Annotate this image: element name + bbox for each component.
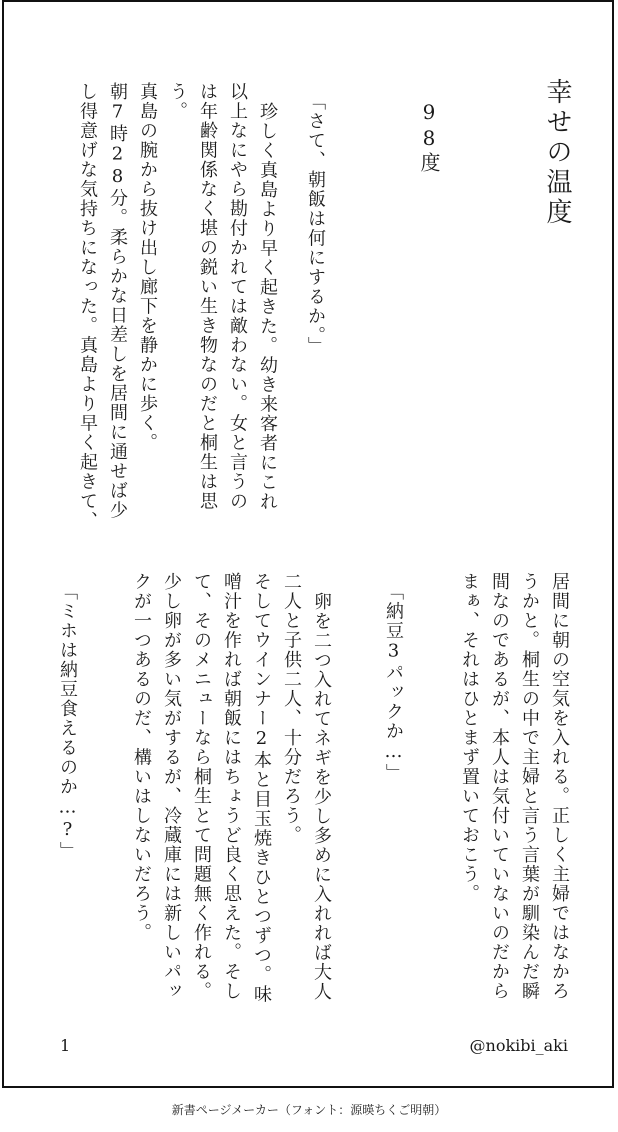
author-handle: @nokibi_aki xyxy=(469,1036,568,1055)
text-column-l13: 「ミホは納豆食えるのか…?」 xyxy=(57,582,78,861)
text-column-l11: 少し卵が多い気がするが、冷蔵庫には新しいパッ xyxy=(161,572,182,1001)
text-column-u7: 朝7時28分。柔らかな日差しを居間に通せば少 xyxy=(107,82,128,520)
story-title: 幸せの温度 xyxy=(542,78,572,228)
text-column-u8: し得意げな気持ちになった。真島より早く起きて、 xyxy=(77,82,98,531)
chapter-heading: 98度 xyxy=(417,100,441,174)
novel-page xyxy=(2,0,614,1088)
text-column-u6: 真島の腕から抜け出し廊下を静かに歩く。 xyxy=(137,82,158,453)
page-number: 1 xyxy=(60,1036,71,1055)
text-column-u2: 珍しく真島より早く起きた。幼き来客者にこれ xyxy=(257,102,278,512)
generator-credit: 新書ページメーカー（フォント：源暎ちくご明朝） xyxy=(171,1103,447,1117)
text-column-l6: 卵を二つ入れてネギを少し多めに入れれば大人 xyxy=(311,592,332,1002)
text-column-u5: う。 xyxy=(167,82,188,121)
text-column-u3: 以上なにやら勘付かれては敵わない。女と言うの xyxy=(227,82,248,511)
text-column-u1: 「さて、朝飯は何にするか。」 xyxy=(305,92,326,356)
text-column-l10: て、そのメニューなら桐生とて問題無く作れる。 xyxy=(191,572,212,1001)
text-column-l8: そしてウインナー2本と目玉焼きひとつずつ。味 xyxy=(251,572,272,1004)
text-column-l1: 居間に朝の空気を入れる。正しく主婦ではなかろ xyxy=(549,572,570,1001)
text-column-l9: 噌汁を作れば朝飯にはちょうど良く思えた。そし xyxy=(221,572,242,1001)
text-column-l5: 「納豆3パックか…」 xyxy=(383,582,404,783)
text-column-l7: 二人と子供二人、十分だろう。 xyxy=(281,572,302,845)
text-column-l4: まぁ、それはひとまず置いておこう。 xyxy=(459,572,480,904)
text-column-l12: クが一つあるのだ、構いはしないだろう。 xyxy=(131,572,152,943)
text-column-l3: 間なのであるが、本人は気付いていないのだから xyxy=(489,572,510,1001)
text-column-u4: は年齢関係なく堪の鋭い生き物なのだと桐生は思 xyxy=(197,82,218,511)
text-column-l2: うかと。桐生の中で主婦と言う言葉が馴染んだ瞬 xyxy=(519,572,540,1001)
